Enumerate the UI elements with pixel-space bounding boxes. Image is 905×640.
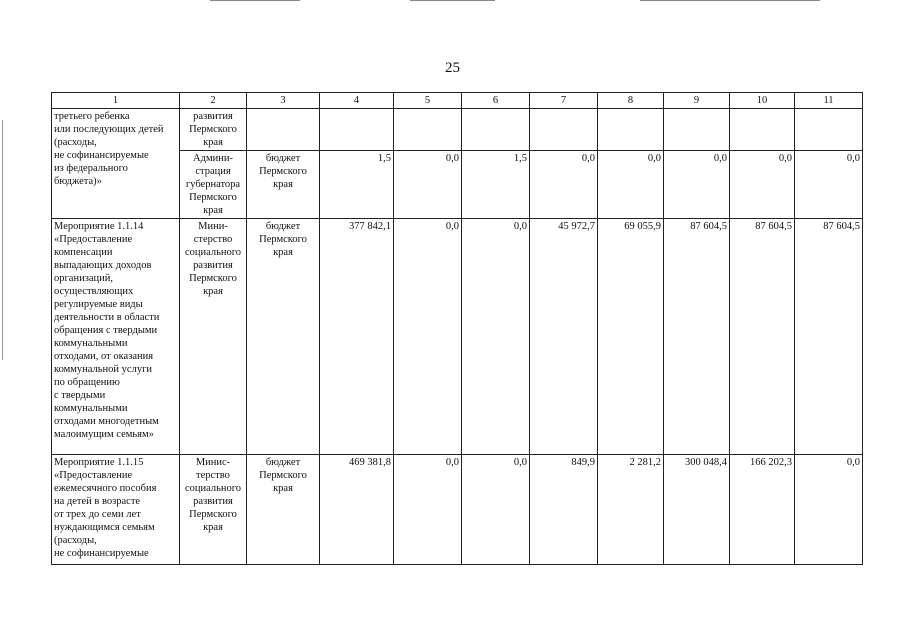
- header-row: [52, 93, 863, 109]
- source-cell: бюджет Пермского края: [247, 151, 320, 219]
- source-cell: бюджет Пермского края: [247, 455, 320, 565]
- value-cell: 87 604,5: [664, 219, 730, 455]
- measure-name-cell: Мероприятие 1.1.14 «Предоставление компенсации выпадающих доходов организаций, осуществляющих регулируемые виды деятельности в области обращения с твердыми коммунальными отходами, от оказания коммунальной услуги по обращению с твердыми коммунальными отходами многодетным малоимущим семьям»: [52, 219, 180, 455]
- column-header: 1: [52, 93, 180, 109]
- value-cell: 0,0: [462, 219, 530, 455]
- value-cell: 0,0: [394, 219, 462, 455]
- value-cell: [598, 109, 664, 151]
- column-header: 6: [462, 93, 530, 109]
- source-cell: бюджет Пермского края: [247, 219, 320, 455]
- scan-edge-mark: [2, 120, 3, 360]
- value-cell: 87 604,5: [795, 219, 863, 455]
- value-cell: [664, 109, 730, 151]
- scan-top-rule-center: [410, 0, 495, 1]
- value-cell: 0,0: [795, 151, 863, 219]
- value-cell: 469 381,8: [320, 455, 394, 565]
- value-cell: 0,0: [795, 455, 863, 565]
- scan-top-rule-right: [640, 0, 820, 1]
- value-cell: 1,5: [462, 151, 530, 219]
- value-cell: 2 281,2: [598, 455, 664, 565]
- value-cell: 0,0: [664, 151, 730, 219]
- table-row: [52, 455, 863, 565]
- executor-cell: Мини- стерство социального развития Пермского края: [180, 219, 247, 455]
- measure-name-cell: третьего ребенка или последующих детей (расходы, не софинансируемые из федерального бюджета)»: [52, 109, 180, 219]
- column-header: 5: [394, 93, 462, 109]
- value-cell: [462, 109, 530, 151]
- value-cell: 0,0: [530, 151, 598, 219]
- value-cell: 69 055,9: [598, 219, 664, 455]
- page-number: 25: [445, 60, 460, 76]
- column-header: 3: [247, 93, 320, 109]
- source-cell: [247, 109, 320, 151]
- value-cell: 300 048,4: [664, 455, 730, 565]
- value-cell: 45 972,7: [530, 219, 598, 455]
- value-cell: 849,9: [530, 455, 598, 565]
- value-cell: 1,5: [320, 151, 394, 219]
- column-header: 11: [795, 93, 863, 109]
- value-cell: [320, 109, 394, 151]
- executor-cell: Минис- терство социального развития Пермского края: [180, 455, 247, 565]
- value-cell: [530, 109, 598, 151]
- scan-top-rule-left: [210, 0, 300, 1]
- value-cell: 0,0: [462, 455, 530, 565]
- table-row: [52, 219, 863, 455]
- value-cell: [394, 109, 462, 151]
- value-cell: [795, 109, 863, 151]
- value-cell: 0,0: [394, 151, 462, 219]
- value-cell: 0,0: [730, 151, 795, 219]
- measure-name-cell: Мероприятие 1.1.15 «Предоставление ежемесячного пособия на детей в возрасте от трех до семи лет нуждающимся семьям (расходы, не софинансируемые: [52, 455, 180, 565]
- value-cell: 0,0: [598, 151, 664, 219]
- executor-cell: Админи- страция губернатора Пермского края: [180, 151, 247, 219]
- value-cell: 87 604,5: [730, 219, 795, 455]
- budget-table: [51, 92, 863, 565]
- column-header: 10: [730, 93, 795, 109]
- table-row: [52, 109, 863, 151]
- column-header: 2: [180, 93, 247, 109]
- value-cell: 0,0: [394, 455, 462, 565]
- value-cell: 166 202,3: [730, 455, 795, 565]
- column-header: 7: [530, 93, 598, 109]
- column-header: 4: [320, 93, 394, 109]
- executor-cell: развития Пермского края: [180, 109, 247, 151]
- value-cell: [730, 109, 795, 151]
- column-header: 9: [664, 93, 730, 109]
- value-cell: 377 842,1: [320, 219, 394, 455]
- column-header: 8: [598, 93, 664, 109]
